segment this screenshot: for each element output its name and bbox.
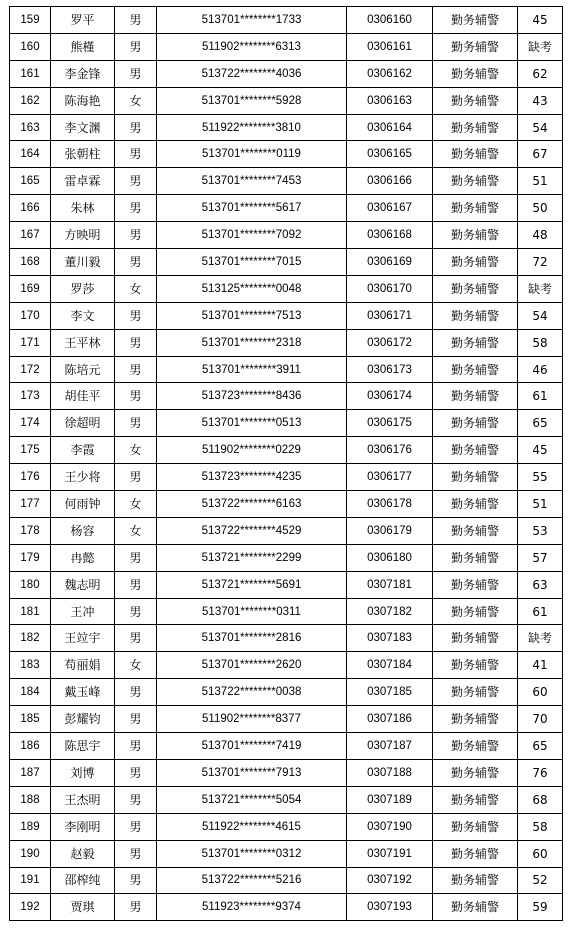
id-number-cell: 513701********7513	[157, 302, 347, 329]
name-cell: 刘博	[51, 759, 115, 786]
name-cell: 戴玉峰	[51, 679, 115, 706]
id-number-cell: 511902********0229	[157, 437, 347, 464]
row-number-cell: 168	[10, 249, 51, 276]
gender-cell: 男	[115, 464, 157, 491]
table-row	[10, 652, 563, 679]
score-cell: 59	[518, 894, 563, 921]
id-number-cell: 513701********1733	[157, 7, 347, 34]
id-number-cell: 513701********2620	[157, 652, 347, 679]
row-number-cell: 182	[10, 625, 51, 652]
exam-number-cell: 0306175	[347, 410, 433, 437]
score-cell: 70	[518, 706, 563, 733]
exam-number-cell: 0306174	[347, 383, 433, 410]
row-number-cell: 174	[10, 410, 51, 437]
exam-number-cell: 0307185	[347, 679, 433, 706]
position-cell: 勤务辅警	[433, 222, 518, 249]
exam-number-cell: 0306177	[347, 464, 433, 491]
exam-number-cell: 0306176	[347, 437, 433, 464]
gender-cell: 男	[115, 733, 157, 760]
name-cell: 彭耀钧	[51, 706, 115, 733]
id-number-cell: 513701********5928	[157, 87, 347, 114]
id-number-cell: 513701********0311	[157, 598, 347, 625]
gender-cell: 男	[115, 168, 157, 195]
position-cell: 勤务辅警	[433, 679, 518, 706]
table-row	[10, 329, 563, 356]
exam-number-cell: 0307190	[347, 813, 433, 840]
gender-cell: 男	[115, 410, 157, 437]
gender-cell: 男	[115, 813, 157, 840]
exam-number-cell: 0306167	[347, 195, 433, 222]
score-cell: 53	[518, 517, 563, 544]
position-cell: 勤务辅警	[433, 356, 518, 383]
exam-number-cell: 0306180	[347, 544, 433, 571]
name-cell: 李金锋	[51, 60, 115, 87]
name-cell: 王杰明	[51, 786, 115, 813]
row-number-cell: 190	[10, 840, 51, 867]
gender-cell: 男	[115, 356, 157, 383]
name-cell: 朱林	[51, 195, 115, 222]
score-cell: 缺考	[518, 275, 563, 302]
position-cell: 勤务辅警	[433, 437, 518, 464]
row-number-cell: 170	[10, 302, 51, 329]
gender-cell: 男	[115, 195, 157, 222]
position-cell: 勤务辅警	[433, 60, 518, 87]
score-cell: 65	[518, 410, 563, 437]
score-cell: 46	[518, 356, 563, 383]
table-row	[10, 571, 563, 598]
exam-number-cell: 0306163	[347, 87, 433, 114]
name-cell: 魏志明	[51, 571, 115, 598]
gender-cell: 男	[115, 598, 157, 625]
name-cell: 陈海艳	[51, 87, 115, 114]
table-row	[10, 733, 563, 760]
table-row	[10, 249, 563, 276]
gender-cell: 男	[115, 625, 157, 652]
row-number-cell: 188	[10, 786, 51, 813]
position-cell: 勤务辅警	[433, 464, 518, 491]
table-row	[10, 33, 563, 60]
position-cell: 勤务辅警	[433, 598, 518, 625]
table-row	[10, 222, 563, 249]
table-row	[10, 867, 563, 894]
exam-number-cell: 0307189	[347, 786, 433, 813]
gender-cell: 女	[115, 87, 157, 114]
name-cell: 雷卓霖	[51, 168, 115, 195]
score-cell: 63	[518, 571, 563, 598]
table-row	[10, 302, 563, 329]
id-number-cell: 513701********3911	[157, 356, 347, 383]
table-row	[10, 275, 563, 302]
gender-cell: 男	[115, 141, 157, 168]
table-row	[10, 7, 563, 34]
name-cell: 方映明	[51, 222, 115, 249]
score-cell: 57	[518, 544, 563, 571]
table-row	[10, 759, 563, 786]
score-cell: 61	[518, 598, 563, 625]
gender-cell: 女	[115, 275, 157, 302]
score-cell: 45	[518, 437, 563, 464]
id-number-cell: 513722********4529	[157, 517, 347, 544]
table-row	[10, 60, 563, 87]
name-cell: 王冲	[51, 598, 115, 625]
id-number-cell: 513723********4235	[157, 464, 347, 491]
score-cell: 62	[518, 60, 563, 87]
id-number-cell: 513125********0048	[157, 275, 347, 302]
name-cell: 邵榨纯	[51, 867, 115, 894]
exam-number-cell: 0307186	[347, 706, 433, 733]
exam-number-cell: 0307184	[347, 652, 433, 679]
table-row	[10, 706, 563, 733]
position-cell: 勤务辅警	[433, 625, 518, 652]
id-number-cell: 513701********0119	[157, 141, 347, 168]
name-cell: 罗莎	[51, 275, 115, 302]
exam-number-cell: 0306179	[347, 517, 433, 544]
exam-number-cell: 0306160	[347, 7, 433, 34]
row-number-cell: 160	[10, 33, 51, 60]
id-number-cell: 511923********9374	[157, 894, 347, 921]
gender-cell: 男	[115, 786, 157, 813]
name-cell: 王少将	[51, 464, 115, 491]
gender-cell: 男	[115, 33, 157, 60]
score-cell: 58	[518, 329, 563, 356]
id-number-cell: 513701********7913	[157, 759, 347, 786]
exam-number-cell: 0307193	[347, 894, 433, 921]
score-cell: 60	[518, 679, 563, 706]
position-cell: 勤务辅警	[433, 867, 518, 894]
position-cell: 勤务辅警	[433, 813, 518, 840]
position-cell: 勤务辅警	[433, 544, 518, 571]
name-cell: 贾琪	[51, 894, 115, 921]
score-cell: 68	[518, 786, 563, 813]
gender-cell: 男	[115, 329, 157, 356]
row-number-cell: 183	[10, 652, 51, 679]
position-cell: 勤务辅警	[433, 302, 518, 329]
table-row	[10, 491, 563, 518]
gender-cell: 男	[115, 249, 157, 276]
id-number-cell: 513722********6163	[157, 491, 347, 518]
table-row	[10, 114, 563, 141]
row-number-cell: 161	[10, 60, 51, 87]
position-cell: 勤务辅警	[433, 706, 518, 733]
exam-number-cell: 0306166	[347, 168, 433, 195]
score-cell: 48	[518, 222, 563, 249]
id-number-cell: 511902********8377	[157, 706, 347, 733]
gender-cell: 女	[115, 517, 157, 544]
row-number-cell: 171	[10, 329, 51, 356]
score-cell: 缺考	[518, 33, 563, 60]
exam-number-cell: 0306164	[347, 114, 433, 141]
name-cell: 胡佳平	[51, 383, 115, 410]
exam-number-cell: 0306161	[347, 33, 433, 60]
table-row	[10, 625, 563, 652]
row-number-cell: 172	[10, 356, 51, 383]
id-number-cell: 513701********2816	[157, 625, 347, 652]
position-cell: 勤务辅警	[433, 249, 518, 276]
score-cell: 52	[518, 867, 563, 894]
name-cell: 李文渊	[51, 114, 115, 141]
position-cell: 勤务辅警	[433, 33, 518, 60]
score-cell: 65	[518, 733, 563, 760]
name-cell: 徐超明	[51, 410, 115, 437]
gender-cell: 男	[115, 679, 157, 706]
exam-number-cell: 0307181	[347, 571, 433, 598]
gender-cell: 男	[115, 7, 157, 34]
exam-number-cell: 0306171	[347, 302, 433, 329]
table-row	[10, 786, 563, 813]
gender-cell: 男	[115, 840, 157, 867]
position-cell: 勤务辅警	[433, 759, 518, 786]
row-number-cell: 173	[10, 383, 51, 410]
row-number-cell: 192	[10, 894, 51, 921]
exam-number-cell: 0306168	[347, 222, 433, 249]
name-cell: 熊槿	[51, 33, 115, 60]
exam-number-cell: 0306170	[347, 275, 433, 302]
gender-cell: 男	[115, 302, 157, 329]
row-number-cell: 159	[10, 7, 51, 34]
score-cell: 45	[518, 7, 563, 34]
name-cell: 冉懿	[51, 544, 115, 571]
score-cell: 43	[518, 87, 563, 114]
id-number-cell: 513723********8436	[157, 383, 347, 410]
row-number-cell: 189	[10, 813, 51, 840]
score-cell: 54	[518, 114, 563, 141]
id-number-cell: 513722********4036	[157, 60, 347, 87]
gender-cell: 男	[115, 867, 157, 894]
table-row	[10, 598, 563, 625]
name-cell: 张朝柱	[51, 141, 115, 168]
table-row	[10, 410, 563, 437]
id-number-cell: 513721********5691	[157, 571, 347, 598]
position-cell: 勤务辅警	[433, 840, 518, 867]
name-cell: 陈培元	[51, 356, 115, 383]
gender-cell: 男	[115, 706, 157, 733]
table-row	[10, 813, 563, 840]
position-cell: 勤务辅警	[433, 571, 518, 598]
name-cell: 苟丽娟	[51, 652, 115, 679]
score-cell: 60	[518, 840, 563, 867]
score-cell: 76	[518, 759, 563, 786]
gender-cell: 男	[115, 894, 157, 921]
position-cell: 勤务辅警	[433, 195, 518, 222]
row-number-cell: 176	[10, 464, 51, 491]
position-cell: 勤务辅警	[433, 733, 518, 760]
position-cell: 勤务辅警	[433, 786, 518, 813]
table-row	[10, 437, 563, 464]
gender-cell: 女	[115, 491, 157, 518]
exam-number-cell: 0307182	[347, 598, 433, 625]
position-cell: 勤务辅警	[433, 517, 518, 544]
row-number-cell: 163	[10, 114, 51, 141]
name-cell: 杨容	[51, 517, 115, 544]
gender-cell: 男	[115, 571, 157, 598]
row-number-cell: 177	[10, 491, 51, 518]
row-number-cell: 178	[10, 517, 51, 544]
gender-cell: 男	[115, 383, 157, 410]
id-number-cell: 513721********2299	[157, 544, 347, 571]
exam-number-cell: 0307191	[347, 840, 433, 867]
row-number-cell: 164	[10, 141, 51, 168]
exam-number-cell: 0306173	[347, 356, 433, 383]
table-row	[10, 87, 563, 114]
score-cell: 61	[518, 383, 563, 410]
name-cell: 赵毅	[51, 840, 115, 867]
table-body	[10, 7, 563, 921]
name-cell: 李文	[51, 302, 115, 329]
name-cell: 董川毅	[51, 249, 115, 276]
id-number-cell: 513701********0513	[157, 410, 347, 437]
gender-cell: 男	[115, 544, 157, 571]
gender-cell: 男	[115, 222, 157, 249]
row-number-cell: 179	[10, 544, 51, 571]
id-number-cell: 511922********3810	[157, 114, 347, 141]
position-cell: 勤务辅警	[433, 383, 518, 410]
row-number-cell: 165	[10, 168, 51, 195]
row-number-cell: 191	[10, 867, 51, 894]
name-cell: 王竝宇	[51, 625, 115, 652]
row-number-cell: 162	[10, 87, 51, 114]
name-cell: 罗平	[51, 7, 115, 34]
position-cell: 勤务辅警	[433, 168, 518, 195]
table-row	[10, 383, 563, 410]
position-cell: 勤务辅警	[433, 329, 518, 356]
exam-number-cell: 0307183	[347, 625, 433, 652]
table-row	[10, 544, 563, 571]
score-cell: 50	[518, 195, 563, 222]
row-number-cell: 175	[10, 437, 51, 464]
position-cell: 勤务辅警	[433, 7, 518, 34]
score-cell: 51	[518, 168, 563, 195]
score-cell: 54	[518, 302, 563, 329]
score-cell: 41	[518, 652, 563, 679]
row-number-cell: 186	[10, 733, 51, 760]
row-number-cell: 169	[10, 275, 51, 302]
row-number-cell: 166	[10, 195, 51, 222]
exam-number-cell: 0306162	[347, 60, 433, 87]
exam-number-cell: 0306178	[347, 491, 433, 518]
table-row	[10, 168, 563, 195]
table-row	[10, 894, 563, 921]
id-number-cell: 513701********0312	[157, 840, 347, 867]
name-cell: 何雨钟	[51, 491, 115, 518]
gender-cell: 男	[115, 60, 157, 87]
position-cell: 勤务辅警	[433, 275, 518, 302]
position-cell: 勤务辅警	[433, 87, 518, 114]
exam-number-cell: 0307188	[347, 759, 433, 786]
position-cell: 勤务辅警	[433, 894, 518, 921]
id-number-cell: 511902********6313	[157, 33, 347, 60]
score-cell: 55	[518, 464, 563, 491]
position-cell: 勤务辅警	[433, 114, 518, 141]
exam-number-cell: 0306172	[347, 329, 433, 356]
position-cell: 勤务辅警	[433, 410, 518, 437]
table-row	[10, 195, 563, 222]
row-number-cell: 184	[10, 679, 51, 706]
id-number-cell: 513722********5216	[157, 867, 347, 894]
row-number-cell: 187	[10, 759, 51, 786]
id-number-cell: 511922********4615	[157, 813, 347, 840]
gender-cell: 女	[115, 652, 157, 679]
exam-number-cell: 0306169	[347, 249, 433, 276]
position-cell: 勤务辅警	[433, 491, 518, 518]
score-cell: 51	[518, 491, 563, 518]
score-cell: 缺考	[518, 625, 563, 652]
name-cell: 李刚明	[51, 813, 115, 840]
score-cell: 72	[518, 249, 563, 276]
table-row	[10, 679, 563, 706]
id-number-cell: 513701********7092	[157, 222, 347, 249]
row-number-cell: 181	[10, 598, 51, 625]
id-number-cell: 513722********0038	[157, 679, 347, 706]
exam-number-cell: 0307187	[347, 733, 433, 760]
id-number-cell: 513701********7453	[157, 168, 347, 195]
position-cell: 勤务辅警	[433, 652, 518, 679]
name-cell: 李霞	[51, 437, 115, 464]
name-cell: 王平林	[51, 329, 115, 356]
row-number-cell: 180	[10, 571, 51, 598]
exam-number-cell: 0306165	[347, 141, 433, 168]
table-row	[10, 141, 563, 168]
exam-number-cell: 0307192	[347, 867, 433, 894]
row-number-cell: 185	[10, 706, 51, 733]
row-number-cell: 167	[10, 222, 51, 249]
table-row	[10, 840, 563, 867]
position-cell: 勤务辅警	[433, 141, 518, 168]
score-cell: 67	[518, 141, 563, 168]
id-number-cell: 513701********2318	[157, 329, 347, 356]
gender-cell: 男	[115, 114, 157, 141]
id-number-cell: 513721********5054	[157, 786, 347, 813]
score-cell: 58	[518, 813, 563, 840]
table-row	[10, 356, 563, 383]
id-number-cell: 513701********7419	[157, 733, 347, 760]
table-row	[10, 464, 563, 491]
gender-cell: 男	[115, 759, 157, 786]
id-number-cell: 513701********5617	[157, 195, 347, 222]
table-row	[10, 517, 563, 544]
id-number-cell: 513701********7015	[157, 249, 347, 276]
gender-cell: 女	[115, 437, 157, 464]
score-table	[9, 6, 563, 921]
name-cell: 陈思宇	[51, 733, 115, 760]
